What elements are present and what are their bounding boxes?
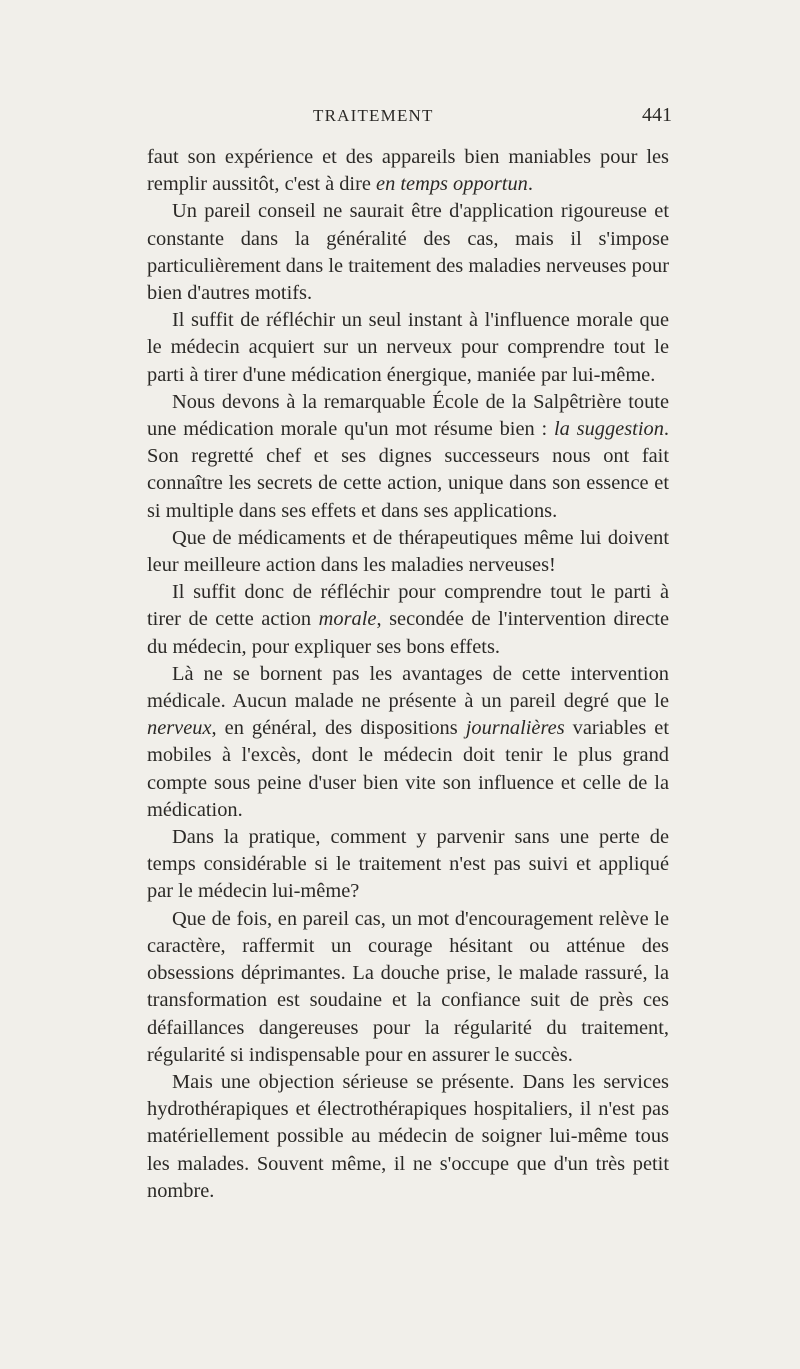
running-head: [0, 104, 800, 134]
running-title: TRAITEMENT: [313, 106, 434, 125]
paragraph: Nous devons à la remarquable École de la Salpêtrière toute une médication morale qu'un mot résume bien : la suggestion. Son regretté chef et ses dignes successeurs nous ont fait connaître les secrets de cette action, unique dans son essence et si multiple dans ses effets et dans ses applications.: [147, 390, 669, 522]
paragraph: Là ne se bornent pas les avantages de cette intervention médicale. Aucun malade ne présente à un pareil degré que le nerveux, en général, des dispositions journalières variables et mobiles à l'excès, dont le médecin doit tenir le plus grand compte sous peine d'user bien vite son influence et celle de la médication.: [147, 662, 669, 821]
paragraph: Dans la pratique, comment y parvenir sans une perte de temps considérable si le traitement n'est pas suivi et appliqué par le médecin lui-même?: [147, 826, 669, 903]
paragraph: Mais une objection sérieuse se présente. Dans les services hydrothérapiques et électrothérapiques hospitaliers, il n'est pas matériellement possible au médecin de soigner lui-même tous les malades. Souvent même, il ne s'occupe que d'un très petit nombre.: [147, 1070, 669, 1202]
page-number: 441: [642, 104, 672, 126]
paragraph: Il suffit de réfléchir un seul instant à l'influence morale que le médecin acquiert sur un nerveux pour comprendre tout le parti à tirer d'une médication énergique, maniée par lui-même.: [147, 309, 669, 386]
paragraph: faut son expérience et des appareils bien maniables pour les remplir aussitôt, c'est à dire en temps opportun.: [147, 146, 669, 196]
paragraph: Il suffit donc de réfléchir pour comprendre tout le parti à tirer de cette action morale, secondée de l'intervention directe du médecin, pour expliquer ses bons effets.: [147, 581, 670, 658]
paragraph: Un pareil conseil ne saurait être d'application rigoureuse et constante dans la généralité des cas, mais il s'impose particulièrement dans le traitement des maladies nerveuses pour bien d'autres motifs.: [147, 200, 669, 305]
paragraph: Que de fois, en pareil cas, un mot d'encouragement relève le caractère, raffermit un courage hésitant ou atténue des obsessions déprimantes. La douche prise, le malade rassuré, la transformation est soudaine et la confiance suit de près ces défaillances dangereuses pour la régularité du traitement, régularité si indispensable pour en assurer le succès.: [147, 907, 669, 1066]
paragraph: Que de médicaments et de thérapeutiques même lui doivent leur meilleure action dans les maladies nerveuses!: [147, 526, 669, 577]
body-text: [147, 144, 669, 1205]
